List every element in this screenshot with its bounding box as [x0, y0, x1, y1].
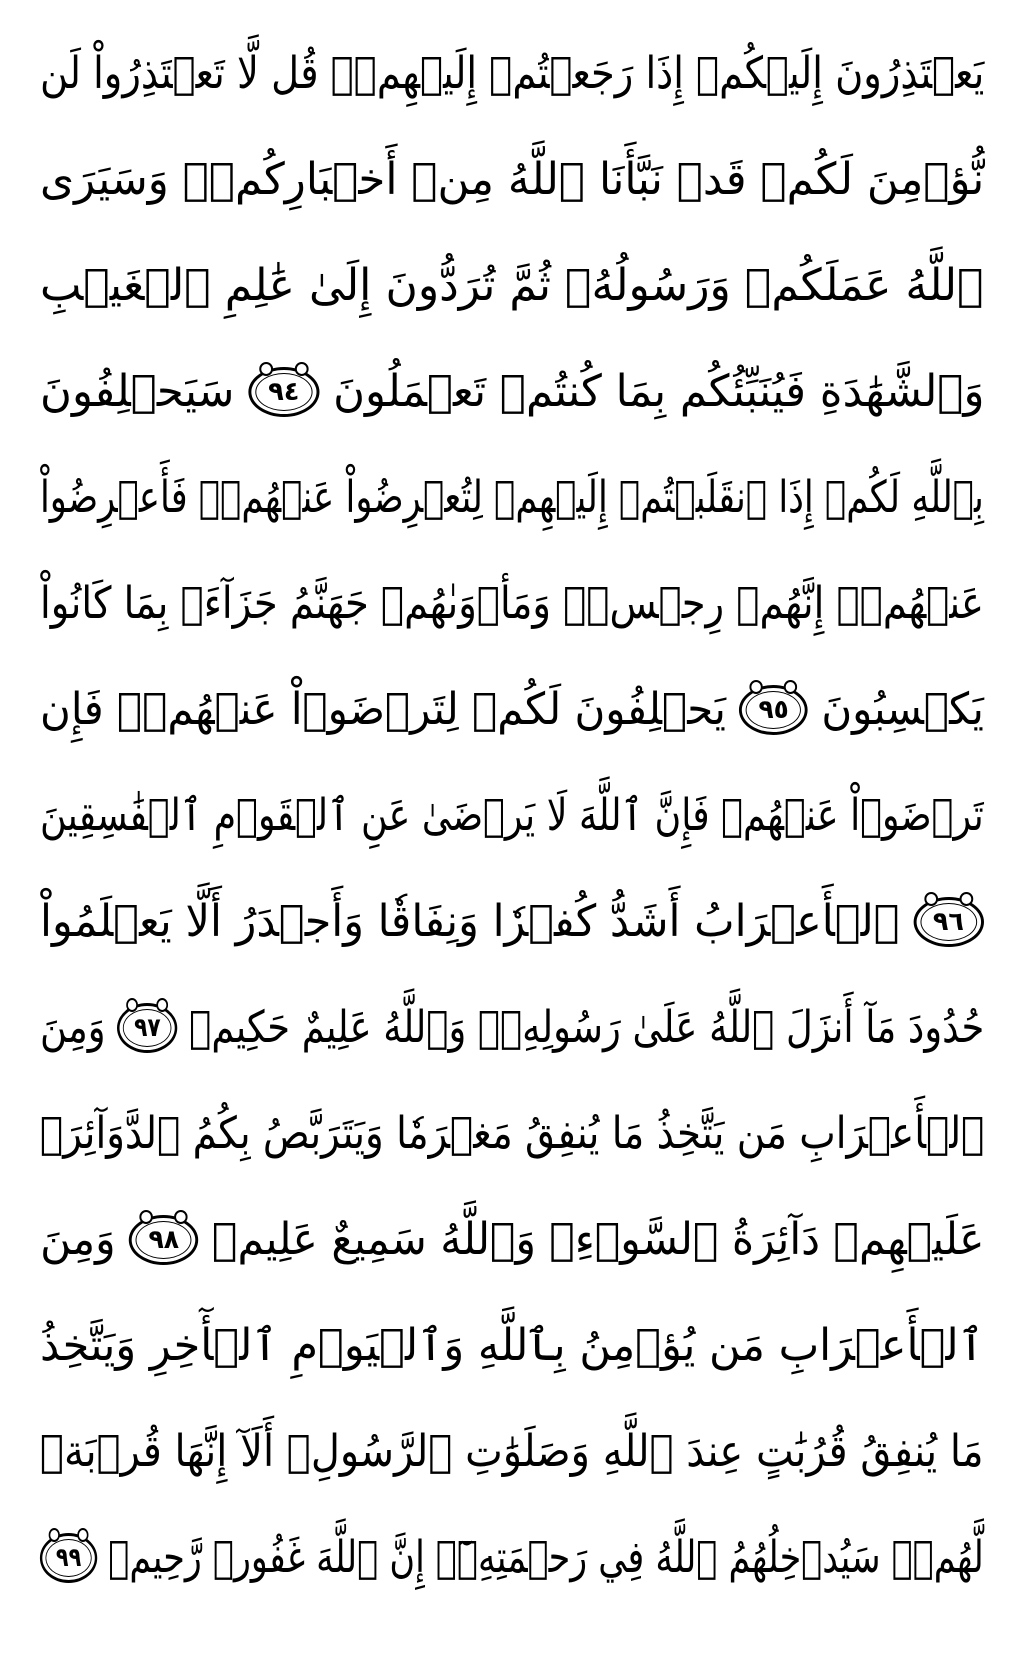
line-content — [40, 1215, 984, 1265]
ayah-number-marker — [40, 1533, 97, 1583]
line-content — [40, 1426, 984, 1477]
line-content — [40, 1320, 984, 1371]
line-content — [39, 1108, 984, 1159]
line-content — [40, 790, 984, 841]
text-line — [40, 766, 984, 866]
line-content — [40, 260, 984, 311]
line-content — [40, 897, 984, 947]
text-line — [40, 342, 984, 442]
line-content — [40, 472, 984, 523]
verse-text: ٱلۡأَعۡرَابُ أَشَدُّ كُفۡرٗا وَنِفَاقٗا وَأَجۡدَرُ أَلَّا يَعۡلَمُواْ — [40, 896, 900, 947]
verse-text: نُّؤۡمِنَ لَكُمۡ قَدۡ نَبَّأَنَا ٱللَّهُ مِنۡ أَخۡبَارِكُمۡۚ وَسَيَرَى — [39, 154, 984, 205]
ayah-number-marker — [914, 897, 984, 947]
line-content — [39, 154, 984, 205]
text-line — [40, 1084, 984, 1184]
text-line — [40, 1508, 984, 1608]
line-content — [40, 578, 984, 629]
ayah-number-marker — [248, 367, 319, 417]
ayah-number: ٩٨ — [135, 1221, 191, 1259]
verse-text: يَعۡتَذِرُونَ إِلَيۡكُمۡ إِذَا رَجَعۡتُمۡ إِلَيۡهِمۡۚ قُل لَّا تَعۡتَذِرُواْ لَن — [39, 48, 984, 99]
ayah-number-marker — [117, 1003, 177, 1053]
verse-text: يَكۡسِبُونَ — [821, 684, 984, 735]
ayah-number-marker — [129, 1215, 198, 1265]
text-line — [40, 24, 984, 124]
verse-text: مَا يُنفِقُ قُرُبَٰتٍ عِندَ ٱللَّهِ وَصَلَوَٰتِ ٱلرَّسُولِۚ أَلَآ إِنَّهَا قُرۡبَةٞ — [40, 1426, 984, 1477]
verse-text: بِٱللَّهِ لَكُمۡ إِذَا ٱنقَلَبۡتُمۡ إِلَيۡهِمۡ لِتُعۡرِضُواْ عَنۡهُمۡۖ فَأَعۡرِضُواْ — [40, 472, 984, 523]
verse-text: ٱلۡأَعۡرَابِ مَن يَتَّخِذُ مَا يُنفِقُ مَغۡرَمٗا وَيَتَرَبَّصُ بِكُمُ ٱلدَّوَآئِرَۚ — [39, 1108, 984, 1159]
text-line — [40, 130, 984, 230]
verse-text: تَرۡضَوۡاْ عَنۡهُمۡ فَإِنَّ ٱللَّهَ لَا يَرۡضَىٰ عَنِ ٱلۡقَوۡمِ ٱلۡفَٰسِقِينَ — [40, 790, 984, 841]
verse-text: عَلَيۡهِمۡ دَآئِرَةُ ٱلسَّوۡءِۗ وَٱللَّهُ سَمِيعٌ عَلِيمٞ — [211, 1214, 985, 1265]
verse-text: سَيَحۡلِفُونَ — [39, 366, 234, 417]
text-line — [40, 1402, 984, 1502]
ayah-number: ٩٥ — [746, 691, 801, 729]
ayah-number: ٩٦ — [920, 903, 977, 941]
ayah-number-marker — [739, 685, 808, 735]
mushaf-page — [40, 0, 984, 1656]
verse-text: لَّهُمۡۚ سَيُدۡخِلُهُمُ ٱللَّهُ فِي رَحۡمَتِهِۦٓۚ إِنَّ ٱللَّهَ غَفُورٞ رَّحِيمٞ — [108, 1532, 985, 1583]
line-content — [39, 48, 984, 99]
verse-text: يَحۡلِفُونَ لَكُمۡ لِتَرۡضَوۡاْ عَنۡهُمۡۖ فَإِن — [40, 684, 727, 735]
line-content — [40, 1003, 984, 1053]
ayah-number: ٩٤ — [255, 373, 312, 411]
verse-text: عَنۡهُمۡۖ إِنَّهُمۡ رِجۡسٞۖ وَمَأۡوَىٰهُمۡ جَهَنَّمُ جَزَآءَۢ بِمَا كَانُواْ — [40, 578, 984, 629]
text-line — [40, 1296, 984, 1396]
line-content — [40, 367, 984, 417]
line-content — [40, 1533, 984, 1583]
text-line — [40, 660, 984, 760]
verse-text: وَمِنَ — [39, 1214, 116, 1265]
verse-text: ٱلۡأَعۡرَابِ مَن يُؤۡمِنُ بِٱللَّهِ وَٱلۡيَوۡمِ ٱلۡأٓخِرِ وَيَتَّخِذُ — [40, 1320, 984, 1371]
ayah-number: ٩٧ — [123, 1009, 172, 1047]
verse-text: وَٱلشَّهَٰدَةِ فَيُنَبِّئُكُم بِمَا كُنتُمۡ تَعۡمَلُونَ — [332, 366, 985, 417]
text-line — [40, 872, 984, 972]
verse-text: حُدُودَ مَآ أَنزَلَ ٱللَّهُ عَلَىٰ رَسُولِهِۦۗ وَٱللَّهُ عَلِيمٌ حَكِيمٞ — [189, 1002, 984, 1053]
verse-text: ٱللَّهُ عَمَلَكُمۡ وَرَسُولُهُۥ ثُمَّ تُرَدُّونَ إِلَىٰ عَٰلِمِ ٱلۡغَيۡبِ — [40, 260, 984, 311]
text-line — [40, 236, 984, 336]
text-line — [40, 978, 984, 1078]
text-line — [40, 448, 984, 548]
text-line — [40, 554, 984, 654]
line-content — [40, 685, 984, 735]
text-line — [40, 1190, 984, 1290]
ayah-number: ٩٩ — [46, 1539, 92, 1577]
verse-text: وَمِنَ — [39, 1002, 106, 1053]
